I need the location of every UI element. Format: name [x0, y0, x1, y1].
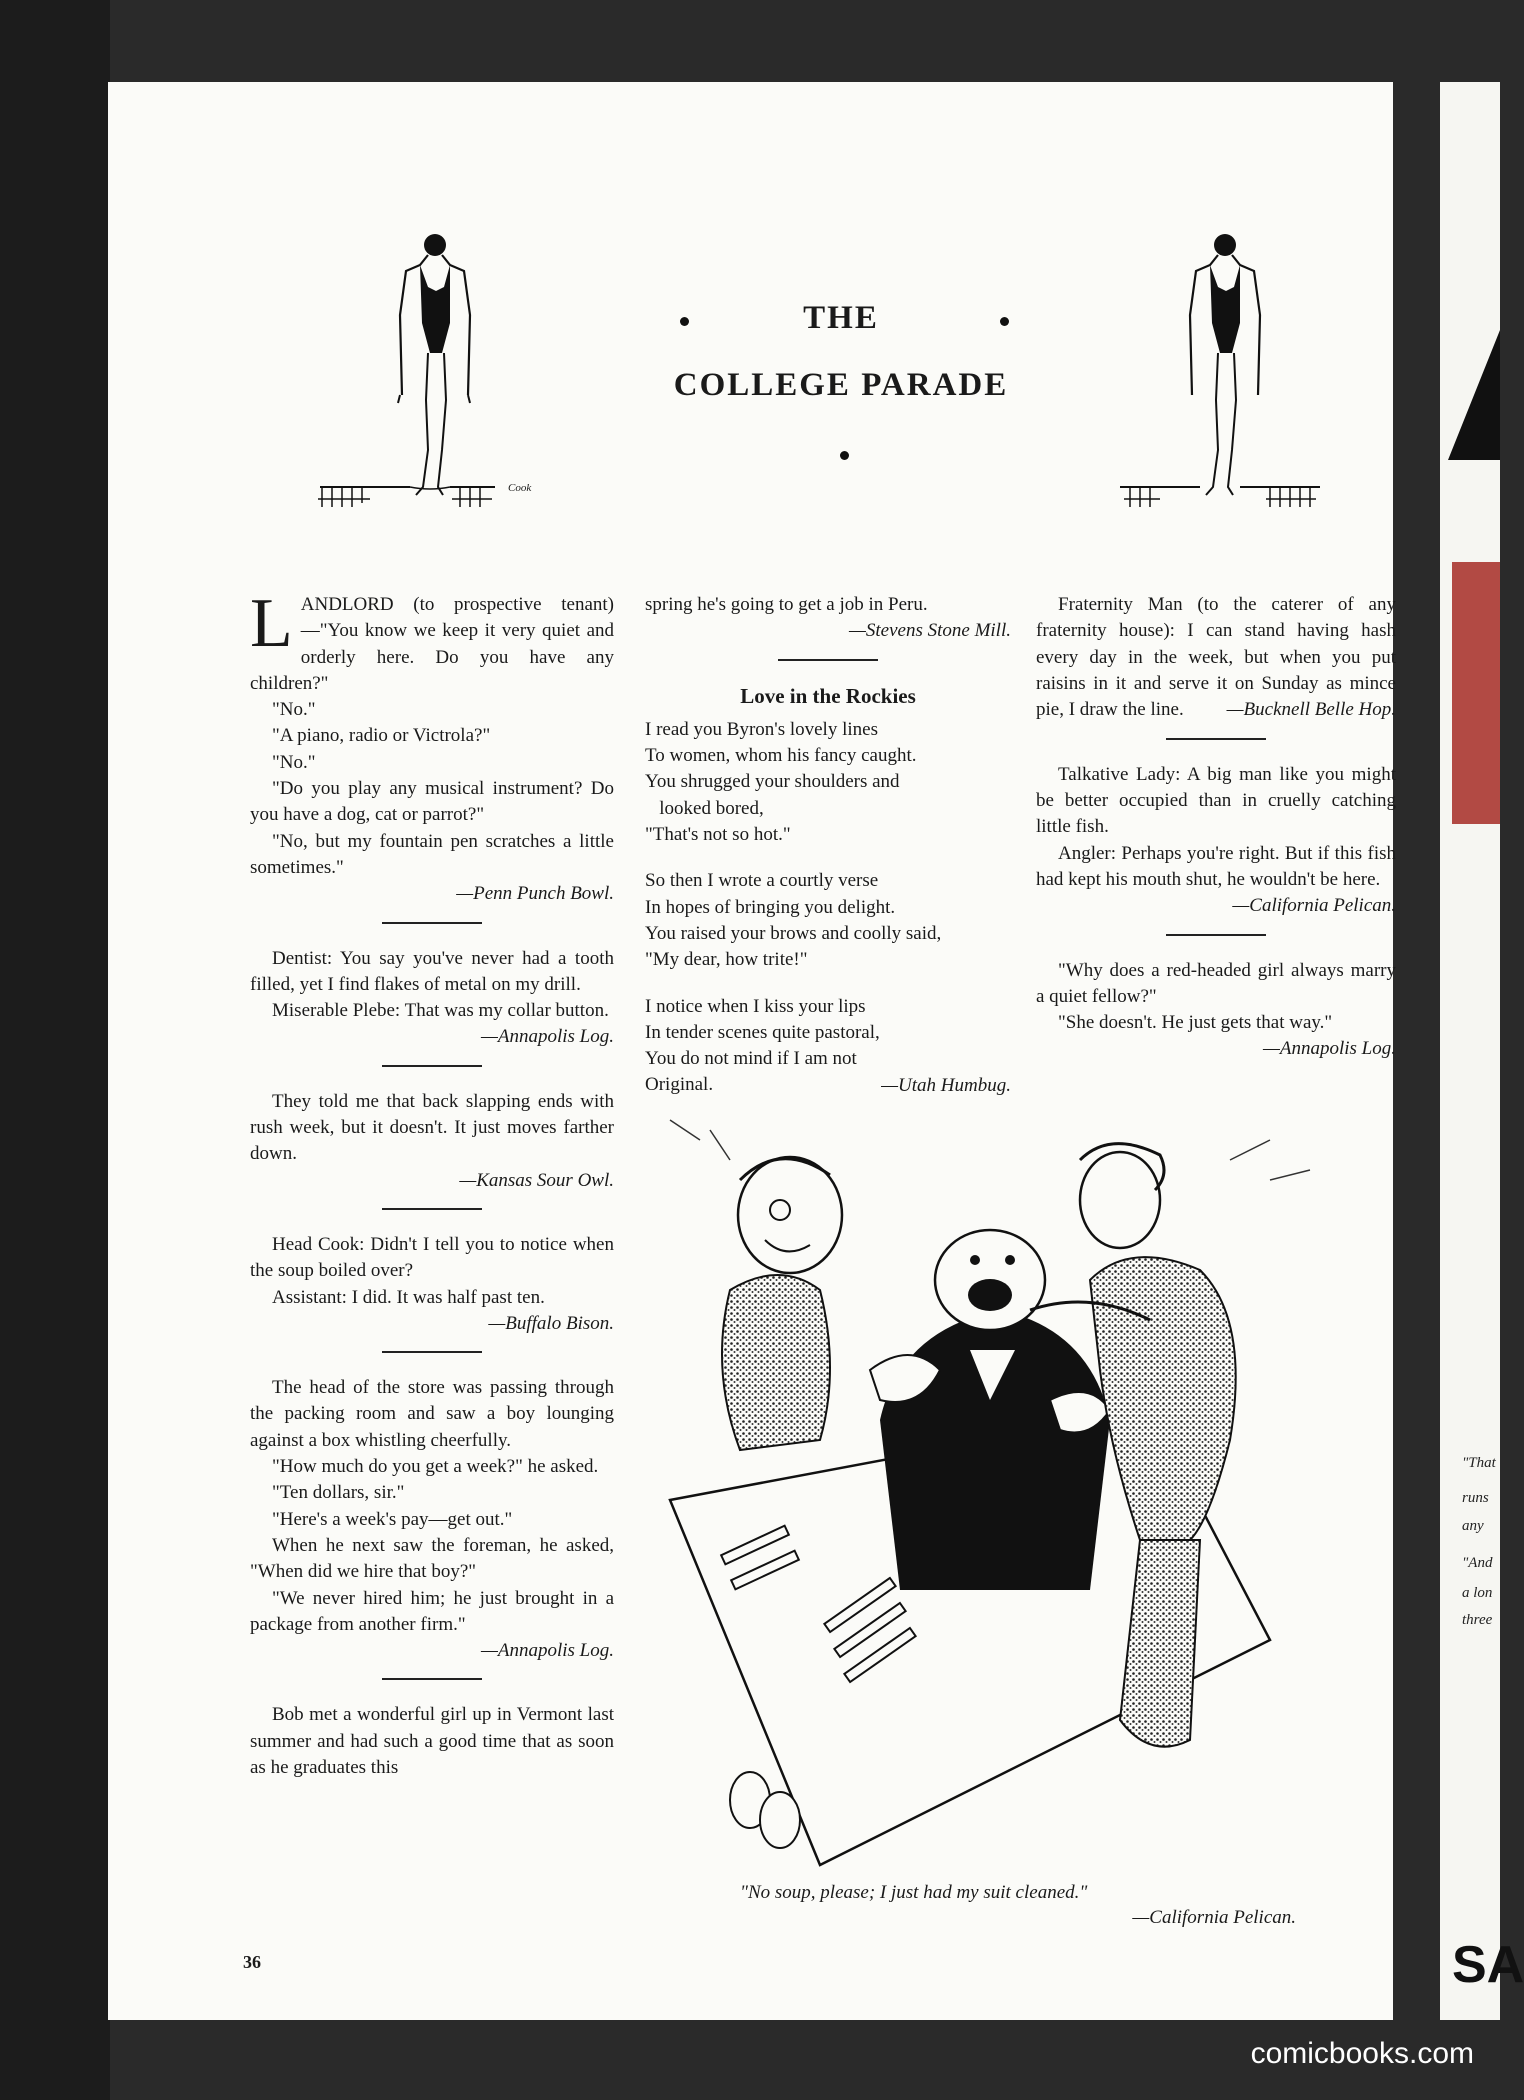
page-number: 36 — [243, 1952, 261, 1972]
title-bullet-bottom — [840, 451, 849, 460]
joke-text: Head Cook: Didn't I tell you to notice when the soup boiled over? — [250, 1233, 614, 1282]
section-divider — [1166, 738, 1266, 740]
joke-source: —Annapolis Log. — [480, 1026, 614, 1048]
section-divider — [382, 1208, 482, 1210]
joke-source: —Annapolis Log. — [480, 1640, 614, 1662]
joke-text: "How much do you get a week?" he asked. — [272, 1456, 599, 1478]
joke-text: spring he's going to get a job in Peru. — [645, 594, 928, 615]
joke-source: —Buffalo Bison. — [488, 1312, 614, 1334]
joke-text: ANDLORD (to prospective tenant)—"You know we keep it very quiet and orderly here. Do you have any children?" — [250, 594, 614, 694]
joke-text: "She doesn't. He just gets that way." — [1058, 1012, 1333, 1034]
section-divider — [1166, 934, 1266, 936]
joke-text: "Ten dollars, sir." — [272, 1482, 405, 1504]
poem-stanza: I read you Byron's lovely lines To women, whom his fancy caught. You shrugged your shoulders and looked bored, "That's not so hot." — [645, 718, 917, 846]
joke-text: "Here's a week's pay—get out." — [272, 1508, 513, 1530]
joke-text: "No, but my fountain pen scratches a little sometimes." — [250, 830, 614, 878]
joke-text: They told me that back slapping ends with rush week, but it doesn't. It just moves farther down. — [250, 1090, 614, 1165]
page-title-line1: THE — [803, 300, 879, 336]
joke-text: "Why does a red-headed girl always marry a quiet fellow?" — [1036, 959, 1396, 1007]
next-page-fragment: "And — [1462, 1555, 1493, 1571]
joke-text: When he next saw the foreman, he asked, "When did we hire that boy?" — [250, 1534, 614, 1583]
next-page-fragment: three — [1462, 1612, 1493, 1628]
poem-stanza: So then I wrote a courtly verse In hopes of bringing you delight. You raised your brows and coolly said, "My dear, how trite!" — [645, 870, 942, 971]
joke-source: —Annapolis Log. — [1262, 1038, 1396, 1060]
joke-source: —California Pelican. — [1232, 895, 1396, 917]
cartoon-caption — [740, 1880, 1300, 1930]
next-page-big-letters: SA — [1452, 1936, 1524, 1994]
joke-source: —Penn Punch Bowl. — [456, 883, 614, 905]
poem-stanza: I notice when I kiss your lips In tender scenes quite pastoral, You do not mind if I am not Original. — [645, 995, 880, 1096]
joke-source: —Bucknell Belle Hop. — [1226, 699, 1396, 721]
section-divider — [382, 1065, 482, 1067]
joke-text: Dentist: You say you've never had a tooth filled, yet I find flakes of metal on my drill. — [250, 947, 614, 995]
cartoon-caption-text: "No soup, please; I just had my suit cleaned." — [740, 1882, 1088, 1903]
joke-text: "No." — [272, 699, 316, 721]
page-title-line2: COLLEGE PARADE — [673, 367, 1009, 403]
column-2 — [645, 592, 1011, 1099]
next-page-fragment: a lon — [1462, 1585, 1493, 1601]
cartoon-illustration — [670, 1120, 1360, 1865]
next-page-red-panel — [1452, 562, 1500, 824]
illustration-signature: Cook — [508, 482, 532, 494]
next-page-fragment: any — [1462, 1518, 1484, 1534]
joke-text: The head of the store was passing through the packing room and saw a boy lounging against a box whistling cheerfully. — [250, 1377, 614, 1451]
column-1 — [250, 585, 614, 1781]
watermark: comicbooks.com — [1250, 2037, 1474, 2070]
cartoon-caption-source: —California Pelican. — [1132, 1907, 1296, 1928]
section-divider — [382, 1678, 482, 1680]
section-divider — [382, 922, 482, 924]
joke-source: —Stevens Stone Mill. — [849, 620, 1011, 642]
joke-text: Assistant: I did. It was half past ten. — [272, 1286, 545, 1308]
drop-cap: L — [250, 585, 293, 662]
joke-text: Fraternity Man (to the caterer of any fraternity house): I can stand having hash every day in the week, but when you put raisins in it and serve it on Sunday as mince pie, I draw the line. — [1036, 594, 1396, 721]
joke-text: "We never hired him; he just brought in a package from another firm." — [250, 1587, 614, 1635]
section-divider — [778, 659, 878, 661]
poem-source: —Utah Humbug. — [881, 1074, 1011, 1096]
joke-text: Miserable Plebe: That was my collar button. — [272, 1000, 609, 1022]
joke-text: "No." — [272, 751, 316, 773]
joke-text: "A piano, radio or Victrola?" — [272, 725, 491, 747]
scan-background — [0, 0, 110, 2100]
next-page-fragment: "That — [1462, 1455, 1496, 1471]
diver-illustration-left — [310, 225, 580, 525]
poem-title: Love in the Rockies — [740, 683, 916, 708]
diver-illustration-right — [1110, 225, 1330, 525]
joke-text: "Do you play any musical instrument? Do you have a dog, cat or parrot?" — [250, 778, 614, 826]
joke-text: Talkative Lady: A big man like you might be better occupied than in cruelly catching little fish. — [1036, 763, 1396, 838]
joke-text: Angler: Perhaps you're right. But if this fish had kept his mouth shut, he wouldn't be here. — [1036, 842, 1396, 890]
joke-text: Bob met a wonderful girl up in Vermont last summer and had such a good time that as soon as he graduates this — [250, 1704, 614, 1778]
column-3 — [1036, 592, 1396, 1063]
next-page-fragment: runs — [1462, 1490, 1489, 1506]
section-divider — [382, 1351, 482, 1353]
joke-source: —Kansas Sour Owl. — [459, 1169, 614, 1191]
